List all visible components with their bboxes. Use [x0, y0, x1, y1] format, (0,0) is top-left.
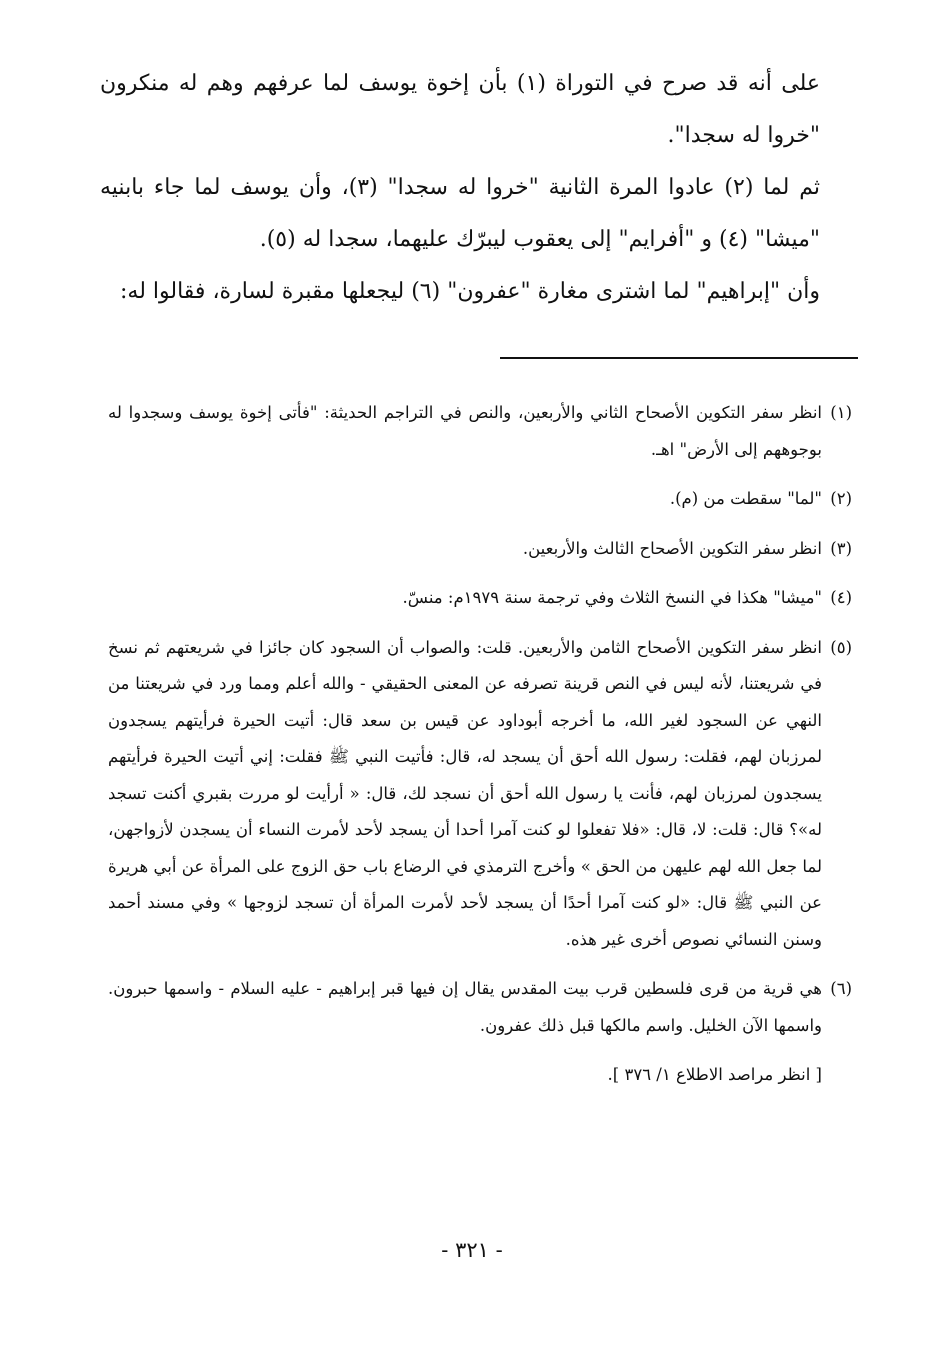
footnote-text: انظر سفر التكوين الأصحاح الثاني والأربعين، والنص في التراجم الحديثة: "فأتى إخوة يوسف وسجدوا له بوجوههم إلى الأرض" اهـ.: [108, 403, 822, 459]
footnote-number: (٣): [830, 538, 852, 558]
footnote-number: (٥): [830, 637, 852, 657]
main-text: [100, 58, 820, 318]
footnote-number: (٤): [830, 588, 852, 607]
footnote-separator: [500, 357, 858, 359]
footnote-number: (٢): [830, 489, 852, 508]
footnote-6: [108, 971, 852, 1044]
footnote-number: (١): [830, 403, 852, 422]
footnote-4: [108, 580, 852, 617]
footnotes: [108, 395, 852, 1107]
footnote-number: (٦): [830, 979, 852, 998]
footnote-text: "ميشا" هكذا في النسخ الثلاث وفي ترجمة سنة ١٩٧٩م: منسّ.: [402, 588, 822, 607]
footnote-text: انظر سفر التكوين الأصحاح الثامن والأربعين. قلت: والصواب أن السجود كان جائزا في شريعتهم ثم نسخ في شريعتنا، لأنه ليس في النص قرينة تصرفه عن المعنى الحقيقي - والله أعلم ومما ورد في شريعتنا من النهي عن السجود لغير الله، ما أخرجه أبوداود عن قيس بن سعد قال: أتيت الحيرة فرأيتهم يسجدون لمرزبان لهم، فقلت: رسول الله أحق أن يسجد له، قال: فأتيت النبي ﷺ فقلت: إني أتيت الحيرة فرأيتهم يسجدون لمرزبان لهم، فأنت يا رسول الله أحق أن نسجد لك، قال: « أرأيت لو مررت بقبري أكنت تسجد له»؟ قال: قلت: لا، قال: «فلا تفعلوا لو كنت آمرا أحدا أن يسجد لأحد لأمرت النساء أن يسجدن لأزواجهن، لما جعل الله لهم عليهن من الحق » وأخرج الترمذي في الرضاع باب حق الزوج على المرأة عن أبي هريرة عن النبي ﷺ قال: «لو كنت آمرا أحدًا أن يسجد لأحد لأمرت المرأة أن تسجد لزوجها » وفي مسند أحمد وسنن النسائي نصوص أخرى غير هذه.: [108, 637, 822, 949]
main-paragraph-1: على أنه قد صرح في التوراة (١) بأن إخوة يوسف لما عرفهم وهم له منكرون "خروا له سجدا".: [100, 71, 820, 148]
page-number: - ٣٢١ -: [441, 1238, 503, 1262]
main-paragraph-3: وأن "إبراهيم" لما اشترى مغارة "عفرون" (٦) ليجعلها مقبرة لسارة، فقالوا له:: [120, 279, 820, 304]
footnote-2: [108, 481, 852, 518]
footnote-text: "لما" سقطت من (م).: [669, 489, 822, 508]
footnote-5: [108, 630, 852, 959]
footnote-text: انظر سفر التكوين الأصحاح الثالث والأربعين.: [522, 538, 822, 558]
footnote-3: [108, 531, 852, 568]
footnote-text: هي قرية من قرى فلسطين قرب بيت المقدس يقال إن فيها قبر إبراهيم - عليه السلام - واسمها حبرون. واسمها الآن الخليل. واسم مالكها قبل ذلك عفرون.: [108, 979, 822, 1035]
footnote-1: [108, 395, 852, 468]
main-paragraph-2: ثم لما (٢) عادوا المرة الثانية "خروا له سجدا" (٣)، وأن يوسف لما جاء بابنيه "ميشا" (٤) و "أفرايم" إلى يعقوب ليبرّك عليهما، سجدا له (٥).: [100, 175, 820, 252]
reference-note: [ انظر مراصد الاطلاع ١/ ٣٧٦ ].: [607, 1065, 822, 1084]
